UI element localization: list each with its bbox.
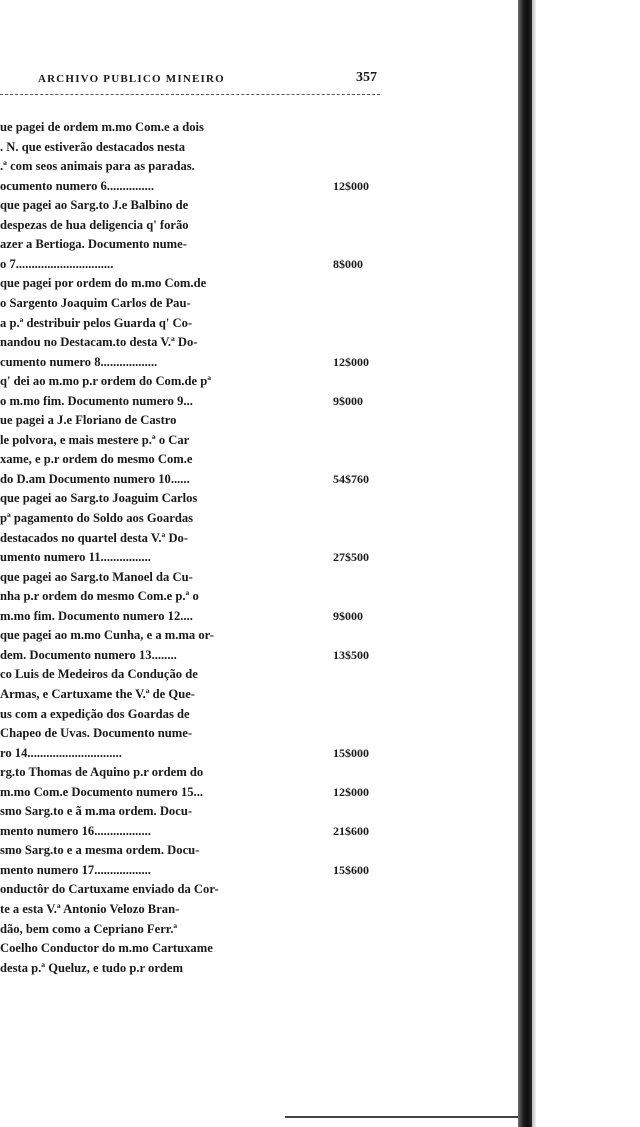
ledger-line bbox=[0, 684, 390, 704]
ledger-line bbox=[0, 860, 390, 880]
running-header-title: ARCHIVO PUBLICO MINEIRO bbox=[38, 73, 225, 85]
ledger-line bbox=[0, 840, 390, 860]
ledger-line-text: destacados no quartel desta V.ª Do- bbox=[0, 530, 189, 545]
ledger-line-amount: 15$000 bbox=[333, 745, 369, 760]
ledger-line-amount: 21$600 bbox=[333, 823, 369, 838]
ledger-line bbox=[0, 567, 390, 587]
ledger-line bbox=[0, 352, 390, 372]
ledger-line-text: despezas de hua deligencia q' forão bbox=[0, 217, 189, 232]
ledger-line bbox=[0, 332, 390, 352]
ledger-line-text: te a esta V.ª Antonio Velozo Bran- bbox=[0, 902, 180, 916]
ledger-line bbox=[0, 958, 390, 978]
ledger-line-text: mento numero 16.................. bbox=[0, 823, 151, 838]
ledger-line-amount: 13$500 bbox=[333, 647, 369, 662]
ledger-line-text: ro 14.............................. bbox=[0, 745, 122, 760]
ledger-line bbox=[0, 273, 390, 293]
ledger-line-text: Coelho Conductor do m.mo Cartuxame bbox=[0, 941, 213, 956]
ledger-line bbox=[0, 625, 390, 645]
ledger-line bbox=[0, 488, 390, 508]
ledger-line-text: ue pagei de ordem m.mo Com.e a dois bbox=[0, 120, 204, 134]
ledger-line-amount: 8$000 bbox=[333, 256, 363, 271]
ledger-line-text: que pagei por ordem do m.mo Com.de bbox=[0, 276, 207, 291]
ledger-line-amount: 12$000 bbox=[333, 354, 369, 369]
ledger-line-text: . N. que estiverão destacados nesta bbox=[0, 139, 186, 154]
ledger-line bbox=[0, 508, 390, 528]
ledger-line bbox=[0, 645, 390, 665]
ledger-line-text: desta p.ª Queluz, e tudo p.r ordem bbox=[0, 960, 184, 975]
ledger-line-amount: 9$000 bbox=[333, 393, 363, 408]
ledger-line bbox=[0, 547, 390, 567]
ledger-line-text: le polvora, e mais mestere p.ª o Car bbox=[0, 432, 190, 447]
ledger-line-amount: 15$600 bbox=[333, 862, 369, 877]
ledger-line bbox=[0, 469, 390, 489]
ledger-line bbox=[0, 449, 390, 469]
ledger-line-text: a p.ª destribuir pelos Guarda q' Co- bbox=[0, 315, 193, 330]
ledger-line-text: smo Sarg.to e a mesma ordem. Docu- bbox=[0, 843, 200, 858]
ledger-line bbox=[0, 410, 390, 430]
ledger-line bbox=[0, 137, 390, 157]
ledger-line bbox=[0, 391, 390, 411]
ledger-line-text: Armas, e Cartuxame the V.ª de Que- bbox=[0, 686, 195, 701]
ledger-line-text: do D.am Documento numero 10...... bbox=[0, 471, 190, 486]
ledger-line bbox=[0, 313, 390, 333]
ledger-line bbox=[0, 254, 390, 274]
ledger-line bbox=[0, 215, 390, 235]
ledger-line-text: nha p.r ordem do mesmo Com.e p.ª o bbox=[0, 589, 199, 604]
ledger-line-text: que pagei ao Sarg.to Manoel da Cu- bbox=[0, 569, 193, 584]
ledger-line bbox=[0, 195, 390, 215]
ledger-line-text: onductôr do Cartuxame enviado da Cor- bbox=[0, 882, 219, 897]
ledger-line-text: o Sargento Joaquim Carlos de Pau- bbox=[0, 295, 191, 310]
ledger-line bbox=[0, 704, 390, 724]
ledger-line-text: umento numero 11................ bbox=[0, 550, 151, 565]
ledger-line-amount: 12$000 bbox=[333, 784, 369, 799]
book-spine-shadow bbox=[518, 0, 532, 1127]
ledger-line-amount: 54$760 bbox=[333, 471, 369, 486]
ledger-line-text: .ª com seos animais para as paradas. bbox=[0, 159, 195, 174]
ledger-line-text: o m.mo fim. Documento numero 9... bbox=[0, 393, 193, 408]
ledger-line-text: co Luis de Medeiros da Condução de bbox=[0, 667, 198, 682]
ledger-line bbox=[0, 938, 390, 958]
ledger-line bbox=[0, 899, 390, 919]
ledger-line-text: q' dei ao m.mo p.r ordem do Com.de pª bbox=[0, 374, 211, 389]
ledger-line bbox=[0, 879, 390, 899]
ledger-line bbox=[0, 117, 390, 137]
ledger-line-text: m.mo fim. Documento numero 12.... bbox=[0, 608, 193, 623]
ledger-line-text: rg.to Thomas de Aquino p.r ordem do bbox=[0, 765, 204, 780]
ledger-line bbox=[0, 801, 390, 821]
ledger-line-text: ocumento numero 6............... bbox=[0, 178, 155, 193]
ledger-line bbox=[0, 586, 390, 606]
ledger-line-text: cumento numero 8.................. bbox=[0, 354, 158, 369]
ledger-line-text: us com a expedição dos Goardas de bbox=[0, 706, 190, 721]
ledger-line-text: xame, e p.r ordem do mesmo Com.e bbox=[0, 452, 193, 467]
ledger-line-text: pª pagamento do Soldo aos Goardas bbox=[0, 511, 194, 525]
ledger-line-text: nandou no Destacam.to desta V.ª Do- bbox=[0, 335, 198, 350]
ledger-line-text: que pagei ao Sarg.to J.e Balbino de bbox=[0, 198, 189, 213]
ledger-line bbox=[0, 176, 390, 196]
ledger-line-text: dem. Documento numero 13........ bbox=[0, 647, 177, 662]
ledger-line-text: Chapeo de Uvas. Documento nume- bbox=[0, 726, 193, 741]
ledger-line bbox=[0, 430, 390, 450]
ledger-line bbox=[0, 606, 390, 626]
ledger-line-amount: 9$000 bbox=[333, 608, 363, 623]
ledger-line bbox=[0, 723, 390, 743]
ledger-line bbox=[0, 156, 390, 176]
ledger-line-text: ue pagei a J.e Floriano de Castro bbox=[0, 413, 177, 428]
ledger-line bbox=[0, 919, 390, 939]
ledger-line-text: mento numero 17.................. bbox=[0, 862, 151, 877]
ledger-line bbox=[0, 293, 390, 313]
ledger-line-text: que pagei ao m.mo Cunha, e a m.ma or- bbox=[0, 628, 214, 643]
ledger-line bbox=[0, 743, 390, 763]
ledger-line-amount: 27$500 bbox=[333, 550, 369, 565]
ledger-line bbox=[0, 664, 390, 684]
ledger-line-amount: 12$000 bbox=[333, 178, 369, 193]
ledger-line-text: azer a Bertioga. Documento nume- bbox=[0, 237, 187, 252]
ledger-line bbox=[0, 234, 390, 254]
ledger-line-text: o 7............................... bbox=[0, 256, 114, 271]
ledger-line-text: smo Sarg.to e ã m.ma ordem. Docu- bbox=[0, 804, 193, 819]
ledger-line bbox=[0, 762, 390, 782]
bottom-edge-line bbox=[285, 1116, 518, 1118]
header-divider bbox=[0, 94, 380, 95]
ledger-line-text: m.mo Com.e Documento numero 15... bbox=[0, 784, 203, 799]
ledger-line bbox=[0, 782, 390, 802]
ledger-line-text: dão, bem como a Cepriano Ferr.ª bbox=[0, 921, 178, 936]
ledger-line bbox=[0, 821, 390, 841]
book-spine-edge bbox=[532, 0, 536, 1127]
page-number: 357 bbox=[356, 70, 377, 85]
ledger-line bbox=[0, 371, 390, 391]
ledger-line-text: que pagei ao Sarg.to Joaguim Carlos bbox=[0, 491, 198, 506]
ledger-line bbox=[0, 528, 390, 548]
